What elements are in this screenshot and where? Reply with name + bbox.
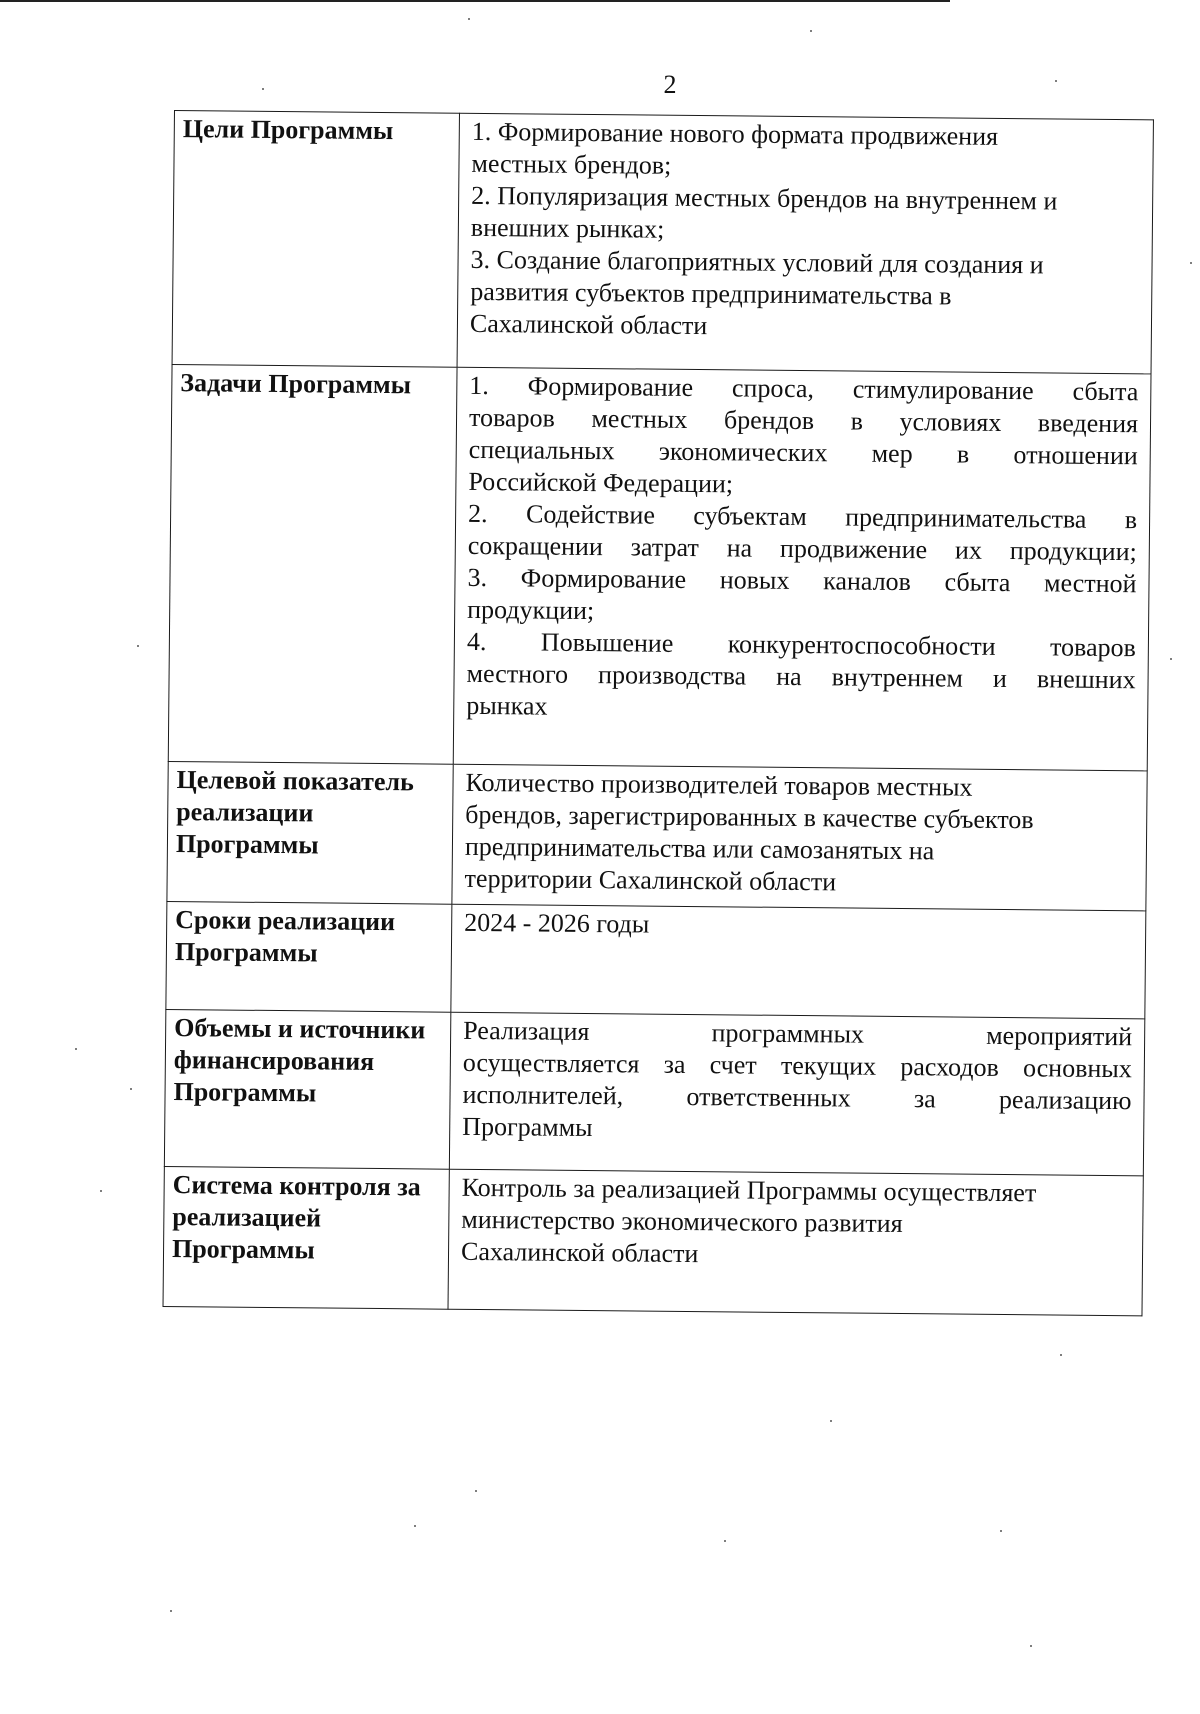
target-indicator-line: территории Сахалинской области	[464, 863, 837, 897]
scan-speck	[414, 1525, 416, 1527]
goals-line: 1. Формирование нового формата продвижения	[471, 116, 999, 151]
scan-speck	[1030, 1645, 1032, 1647]
timeline-label: Сроки реализации Программы	[166, 901, 452, 1012]
scan-speck	[468, 18, 470, 20]
funding-line: Программы	[462, 1111, 593, 1143]
scan-speck	[100, 1190, 102, 1192]
scan-speck	[262, 88, 264, 90]
page-number: 2	[663, 70, 677, 99]
scan-speck	[830, 1420, 832, 1422]
scan-speck	[1000, 1530, 1002, 1532]
target-indicator-line: брендов, зарегистрированных в качестве субъектов	[465, 799, 1034, 835]
control-system-line: Контроль за реализацией Программы осуществляет	[461, 1172, 1037, 1208]
tasks-line: товаров местных брендов в условиях введения	[468, 402, 1139, 439]
table-row-timeline	[166, 901, 1146, 1018]
goals-label: Цели Программы	[172, 111, 459, 368]
goals-line: 2. Популяризация местных брендов на внутреннем и	[471, 180, 1058, 216]
tasks-line: 4. Повышение конкурентоспособности товаров	[466, 626, 1137, 663]
tasks-label: Задачи Программы	[168, 364, 457, 764]
scan-speck	[1055, 80, 1057, 82]
goals-line: Сахалинской области	[469, 308, 708, 341]
tasks-line: рынках	[466, 690, 548, 721]
timeline-line: 2024 - 2026 годы	[464, 907, 650, 939]
scan-speck	[1060, 1354, 1062, 1356]
scan-speck	[810, 30, 812, 32]
control-system-line: министерство экономического развития	[461, 1204, 903, 1239]
tasks-line: специальных экономических мер в отношении	[468, 434, 1138, 471]
target-indicator-line: предпринимательства или самозанятых на	[464, 831, 935, 866]
scan-speck	[1190, 262, 1192, 264]
target-indicator-value	[452, 764, 1147, 911]
tasks-line: местного производства на внутреннем и внешних	[466, 658, 1136, 695]
table-row-target-indicator	[167, 761, 1147, 910]
scan-speck	[170, 1610, 172, 1612]
goals-value	[457, 113, 1153, 374]
target-indicator-line: Количество производителей товаров местных	[465, 767, 973, 802]
table-row-goals	[172, 111, 1153, 374]
goals-line: внешних рынках;	[470, 212, 665, 244]
tasks-line: 2. Содействие субъектам предпринимательства в	[468, 498, 1138, 535]
scan-speck	[130, 1088, 132, 1090]
table-row-control-system	[163, 1166, 1143, 1315]
tasks-line: 1. Формирование спроса, стимулирование сбыта	[469, 370, 1139, 407]
tasks-line: сокращении затрат на продвижение их продукции;	[467, 530, 1137, 567]
funding-line: осуществляется за счет текущих расходов основных	[462, 1047, 1132, 1084]
funding-line: Реализация программных мероприятий	[463, 1015, 1133, 1052]
scan-speck	[75, 1048, 77, 1050]
timeline-value	[451, 904, 1146, 1019]
funding-line: исполнителей, ответственных за реализацию	[462, 1079, 1132, 1116]
tasks-line: Российской Федерации;	[468, 466, 734, 499]
scan-speck	[137, 645, 139, 647]
control-system-line: Сахалинской области	[460, 1236, 699, 1269]
scan-top-edge	[0, 0, 950, 2]
scan-speck	[724, 1540, 726, 1542]
goals-line: местных брендов;	[471, 148, 672, 180]
target-indicator-label: Целевой показатель реализации Программы	[167, 761, 453, 904]
control-system-label: Система контроля за реализацией Программы	[163, 1166, 449, 1309]
tasks-line: 3. Формирование новых каналов сбыта местной	[467, 562, 1137, 599]
scan-speck	[1170, 658, 1172, 660]
goals-line: 3. Создание благоприятных условий для создания и	[470, 244, 1044, 280]
funding-label: Объемы и источники финансирования Программы	[164, 1009, 450, 1169]
table-row-funding	[164, 1009, 1144, 1175]
control-system-value	[448, 1169, 1143, 1316]
table-row-tasks	[168, 364, 1151, 770]
funding-value	[449, 1012, 1144, 1176]
goals-line: развития субъектов предпринимательства в	[470, 276, 952, 311]
tasks-value	[453, 367, 1151, 771]
scan-speck	[475, 1490, 477, 1492]
tasks-line: продукции;	[467, 594, 595, 626]
program-passport-table	[163, 110, 1154, 1316]
